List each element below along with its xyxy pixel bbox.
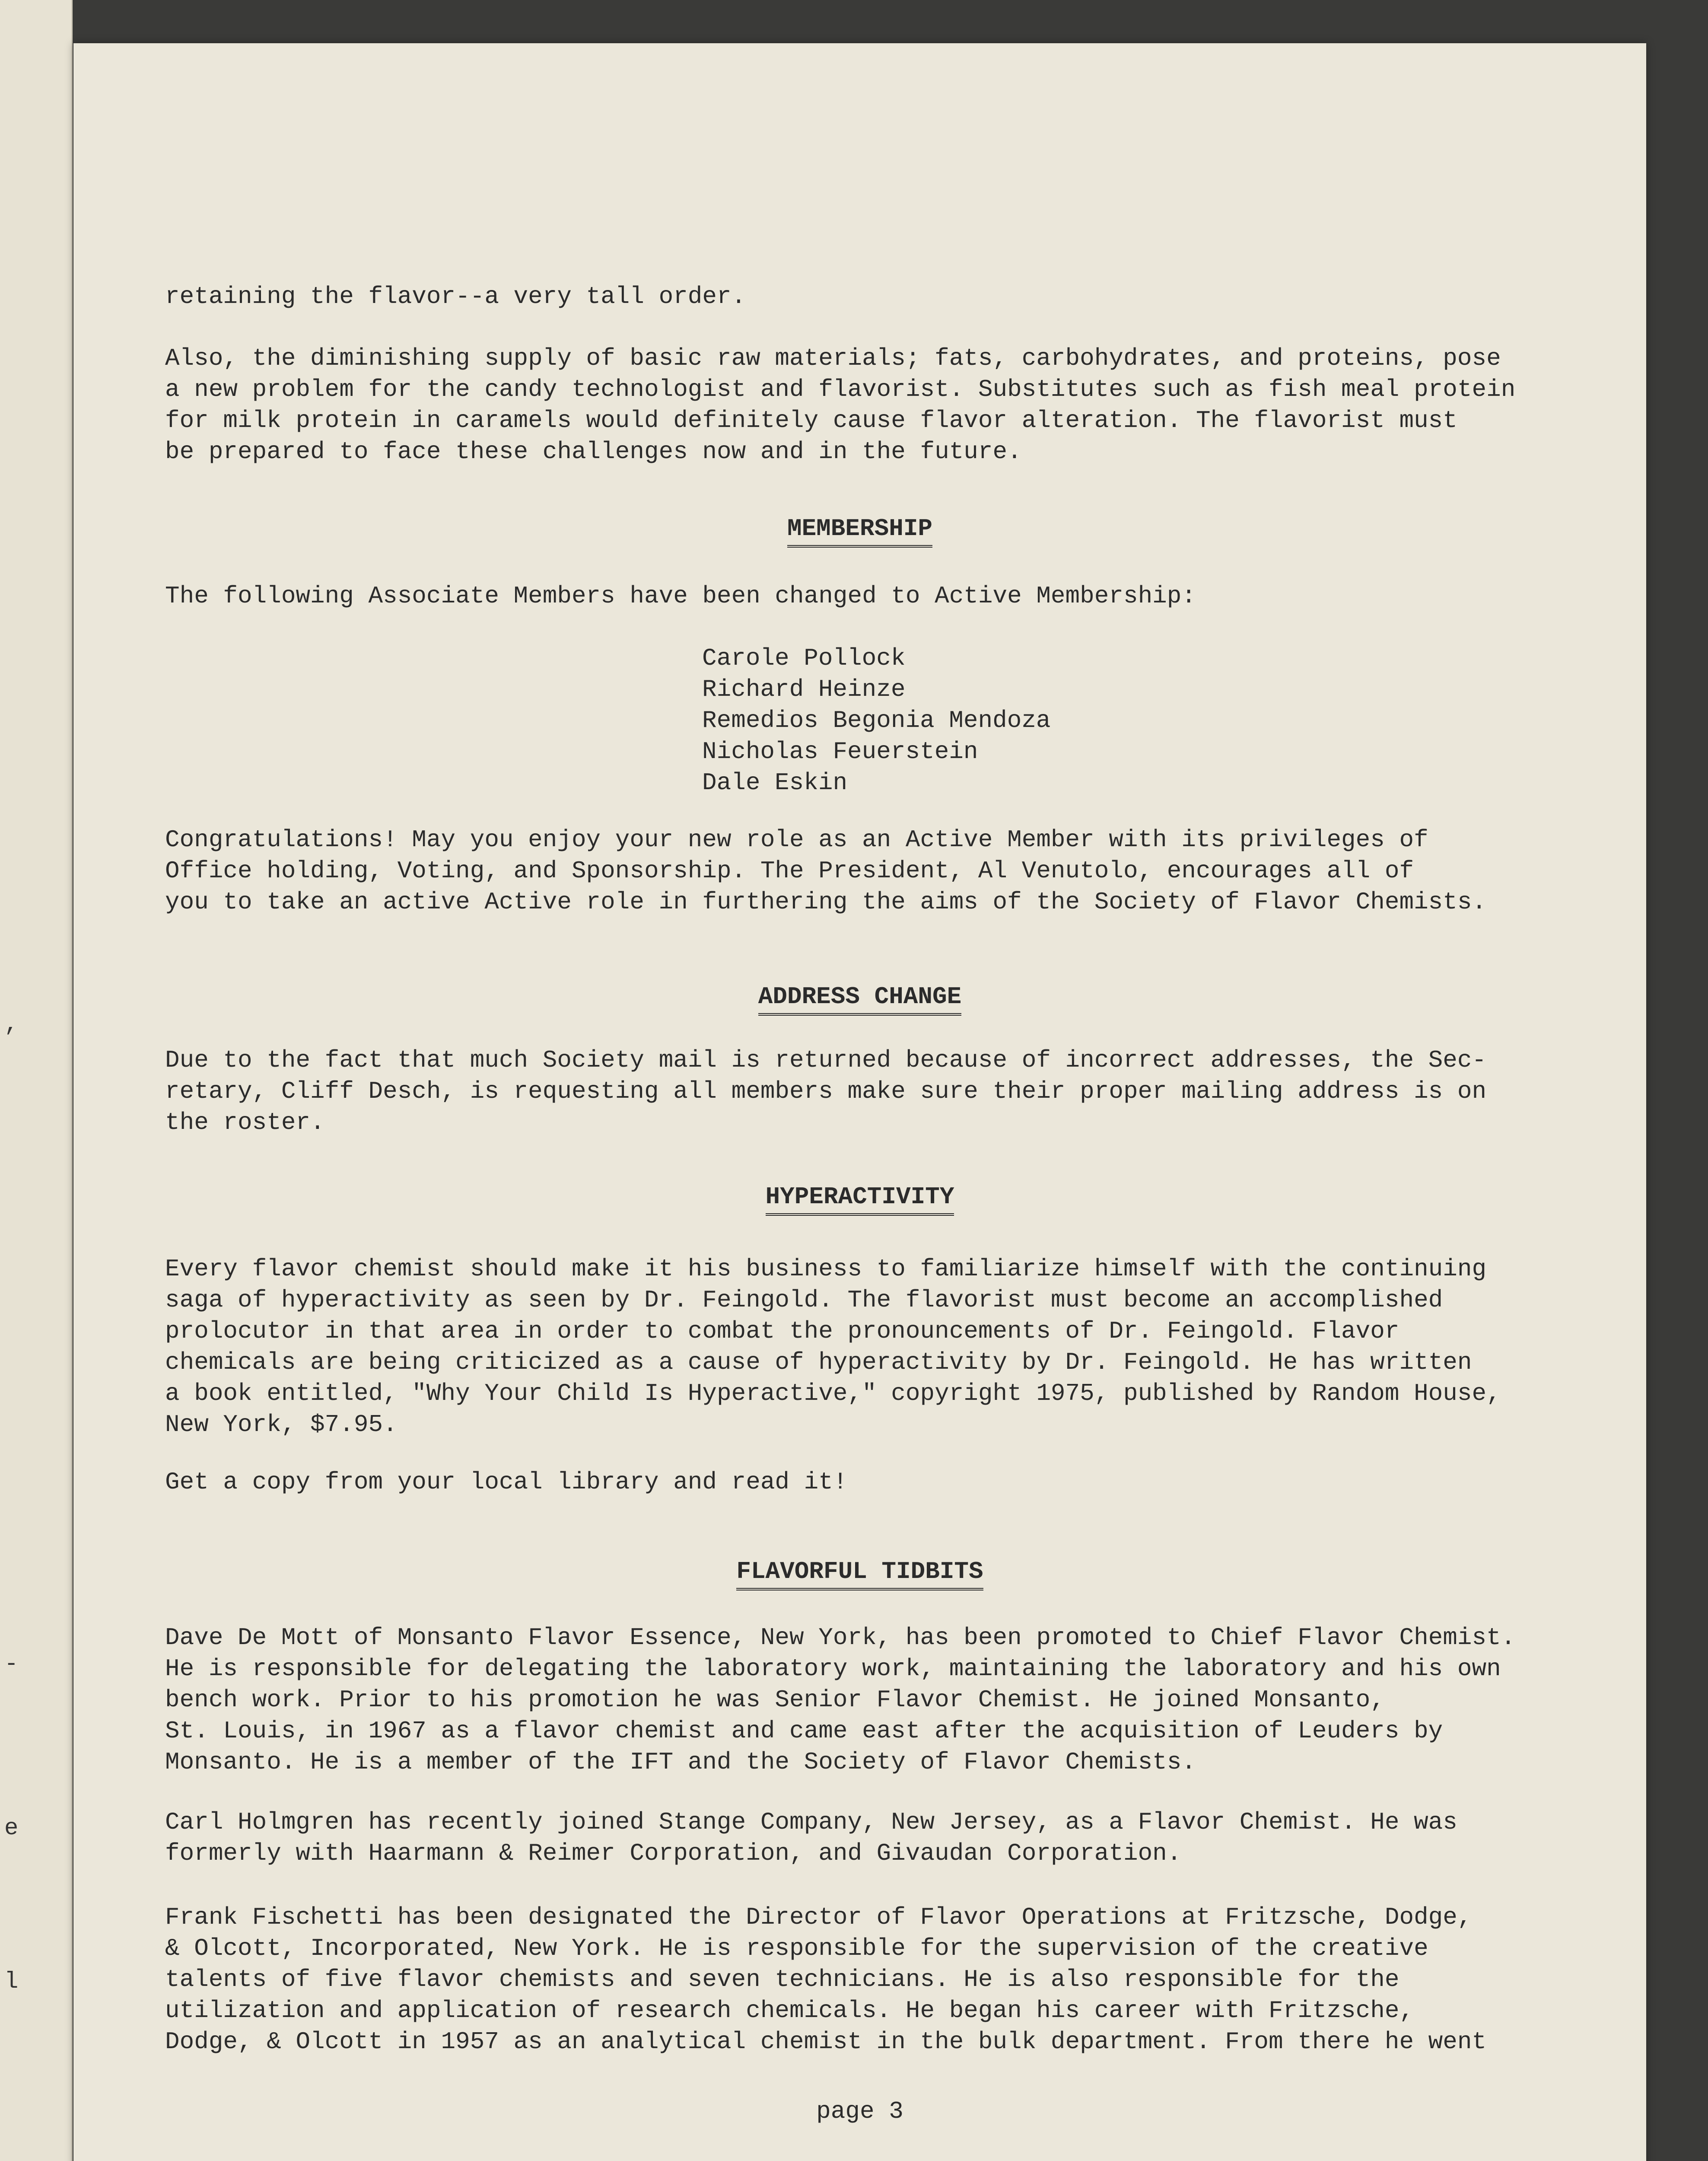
congratulations-paragraph: Congratulations! May you enjoy your new role as an Active Member with its privileges of Office holding, Voting, and Sponsorship. The President, Al Venutolo, encourages all of you to take an active Active role in furthering the aims of the Society of Flavor Chemists.: [165, 826, 1487, 916]
address-change-paragraph: Due to the fact that much Society mail is returned because of incorrect addresses, the Sec- retary, Cliff Desch, is requesting all members make sure their proper mailing address is on the roster.: [165, 1046, 1487, 1136]
margin-fragment: e: [4, 1815, 19, 1842]
margin-fragment: -: [4, 1651, 19, 1677]
tidbit-fischetti: Frank Fischetti has been designated the Director of Flavor Operations at Fritzsche, Dodge, & Olcott, Incorporated, New York. He is responsible for the supervision of the creative talents of five flavor chemists and seven technicians. He is also responsible for the utilization and application of research chemicals. He began his career with Fritzsche, Dodge, & Olcott in 1957 as an analytical chemist in the bulk department. From there he went: [165, 1903, 1487, 2056]
member-name: Richard Heinze: [702, 676, 906, 703]
page-number: page 3: [816, 2097, 903, 2125]
tidbit-demott: Dave De Mott of Monsanto Flavor Essence, New York, has been promoted to Chief Flavor Chemist. He is responsible for delegating the laboratory work, maintaining the laboratory and his own bench work. Prior to his promotion he was Senior Flavor Chemist. He joined Monsanto, St. Louis, in 1967 as a flavor chemist and came east after the acquisition of Leuders by Monsanto. He is a member of the IFT and the Society of Flavor Chemists.: [165, 1624, 1516, 1776]
member-name: Remedios Begonia Mendoza: [702, 707, 1051, 734]
address-change-heading: ADDRESS CHANGE: [73, 981, 1646, 1016]
hyperactivity-paragraph: Every flavor chemist should make it his business to familiarize himself with the continuing saga of hyperactivity as seen by Dr. Feingold. The flavorist must become an accomplished prolocutor in that area in order to combat the pronouncements of Dr. Feingold. Flavor chemicals are being criticized as a cause of hyperactivity by Dr. Feingold. He has written a book entitled, "Why Your Child Is Hyperactive," copyright 1975, published by Random House, New York, $7.95.: [165, 1255, 1501, 1438]
flavorful-tidbits-heading: FLAVORFUL TIDBITS: [73, 1556, 1646, 1590]
library-call-to-action: Get a copy from your local library and read it!: [165, 1468, 848, 1496]
membership-intro: The following Associate Members have been changed to Active Membership:: [165, 582, 1196, 610]
hyperactivity-heading: HYPERACTIVITY: [73, 1181, 1646, 1216]
promoted-members-list: [702, 643, 1051, 798]
tidbit-holmgren: Carl Holmgren has recently joined Stange Company, New Jersey, as a Flavor Chemist. He was formerly with Haarmann & Reimer Corporation, and Givaudan Corporation.: [165, 1808, 1457, 1867]
document-page: [73, 43, 1646, 2161]
previous-page-edge: [0, 0, 73, 2161]
continuation-text: retaining the flavor--a very tall order.: [165, 283, 746, 310]
margin-fragment: l: [4, 1969, 19, 1995]
member-name: Carole Pollock: [702, 644, 906, 672]
supply-paragraph: Also, the diminishing supply of basic raw materials; fats, carbohydrates, and proteins, pose a new problem for the candy technologist and flavorist. Substitutes such as fish meal protein for milk protein in caramels would definitely cause flavor alteration. The flavorist must be prepared to face these challenges now and in the future.: [165, 344, 1516, 465]
member-name: Dale Eskin: [702, 769, 848, 797]
margin-fragment: ,: [4, 1011, 19, 1038]
member-name: Nicholas Feuerstein: [702, 738, 978, 765]
membership-heading: MEMBERSHIP: [73, 513, 1646, 548]
